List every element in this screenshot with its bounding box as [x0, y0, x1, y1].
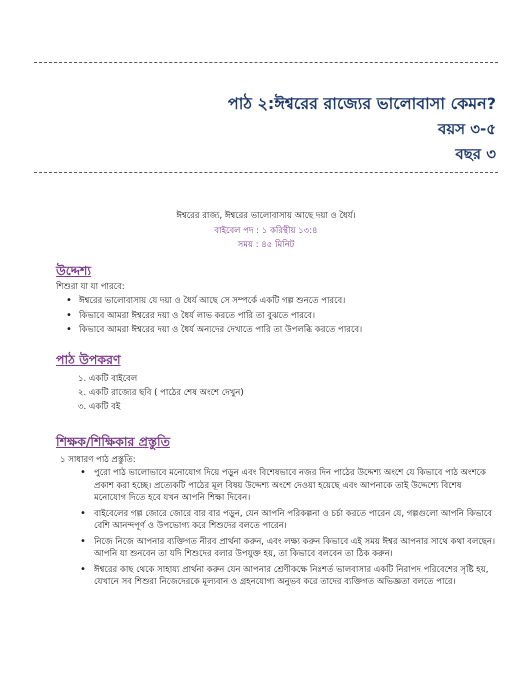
list-item: ১. একটি বাইবেল — [78, 374, 138, 384]
prep-list — [76, 467, 496, 592]
year-label: বছর ৩ — [455, 145, 496, 163]
objectives-intro: শিশুরা যা যা পারবে: — [56, 282, 125, 292]
list-item: ৩. একটি বই — [78, 402, 121, 412]
list-item: • কিভাবে আমরা ঈশ্বরের দয়া ও ধৈর্য লাভ করতে পারি তা বুঝতে পারবে। — [62, 310, 492, 323]
list-item: • নিজে নিজে আপনার ব্যক্তিগত নীরব প্রার্থনা করুন, এবং লক্ষ্য করুন কিভাবে এই সময় ঈশ্বর আপনার সাথে কথা বলছেন। আপনি যা শুনবেন তা যদি শিশুদের বলার উপযুক্ত হয়, তা কিভাবে বলবেন তা ঠিক করুন। — [76, 536, 496, 561]
objectives-list — [62, 295, 492, 339]
list-item: ২. একটি রাজ্যের ছবি ( পাঠের শেষ অংশে দেখুন) — [78, 388, 244, 398]
prep-subheading: ১ সাধারণ পাঠ প্রস্তুতি: — [60, 455, 136, 465]
list-item: • ঈশ্বরের কাছ থেকে সাহায্য প্রার্থনা করুন যেন আপনার শ্রেণীকক্ষে নিঃশর্ত ভালবাসার একটি নিরাপদ পরিবেশের সৃষ্টি হয়, যেখানে সব শিশুরা নিজেদেরকে মূল্যবান ও গ্রহনযোগ্য অনুভব করে তাদের ব্যক্তিগত অভিজ্ঞতা বলতে পারে। — [76, 564, 496, 589]
list-item: • কিভাবে আমরা ঈশ্বরের দয়া ও ধৈর্য অন্যদের দেখাতে পারি তা উপলব্ধি করতে পারবে। — [62, 324, 492, 337]
list-item: • পুরো পাঠ ভালোভাবে মনোযোগ দিয়ে পড়ুন এবং বিশেষভাবে নজর দিন পাঠের উদ্দেশ্য অংশে যে কিভাবে পাঠ অংশকে প্রকাশ করা হচ্ছে। প্রত্যেকটি পাঠের মূল বিষয় উদ্দেশ্য অংশে দেওয়া হয়েছে এবং আপনাকে তাই উদ্দেশ্যে বিশেষ মনোযোগ দিতে হবে যখন আপনি শিক্ষা দিবেন। — [76, 467, 496, 505]
prep-heading: শিক্ষক/শিক্ষিকার প্রস্তুতি — [56, 434, 170, 449]
lesson-title: পাঠ ২:ঈশ্বরের রাজ্যের ভালোবাসা কেমন? — [227, 94, 496, 113]
materials-heading: পাঠ উপকরণ — [56, 352, 121, 367]
list-item: • বাইবেলের গল্প জোরে জোরে বার বার পড়ুন, যেন আপনি পরিকল্পনা ও চর্চা করতে পারেন যে, গল্পগুলো আপনি কিভাবে বেশি আনন্দপূর্ণ ও উপভোগ্য করে শিশুদের বলতে পারেন। — [76, 508, 496, 533]
lesson-time: সময় : ৪৫ মিনিট — [237, 240, 295, 250]
materials-list — [78, 373, 244, 415]
objectives-heading: উদ্দেশ্য — [56, 263, 92, 278]
age-label: বয়স ৩-৫ — [437, 120, 496, 138]
bible-verse: বাইবেল পদ : ১ করিন্থীয় ১৩:৪ — [214, 226, 318, 236]
lesson-theme: ঈশ্বরের রাজ্য, ঈশ্বরের ভালোবাসায় আছে দয়া ও ধৈর্য। — [176, 211, 356, 221]
top-divider — [34, 62, 498, 63]
list-item: • ঈশ্বরের ভালোবাসায় যে দয়া ও ধৈর্য আছে সে সম্পর্কে একটি গল্প শুনতে পারবে। — [62, 295, 492, 308]
header-divider — [34, 172, 498, 173]
